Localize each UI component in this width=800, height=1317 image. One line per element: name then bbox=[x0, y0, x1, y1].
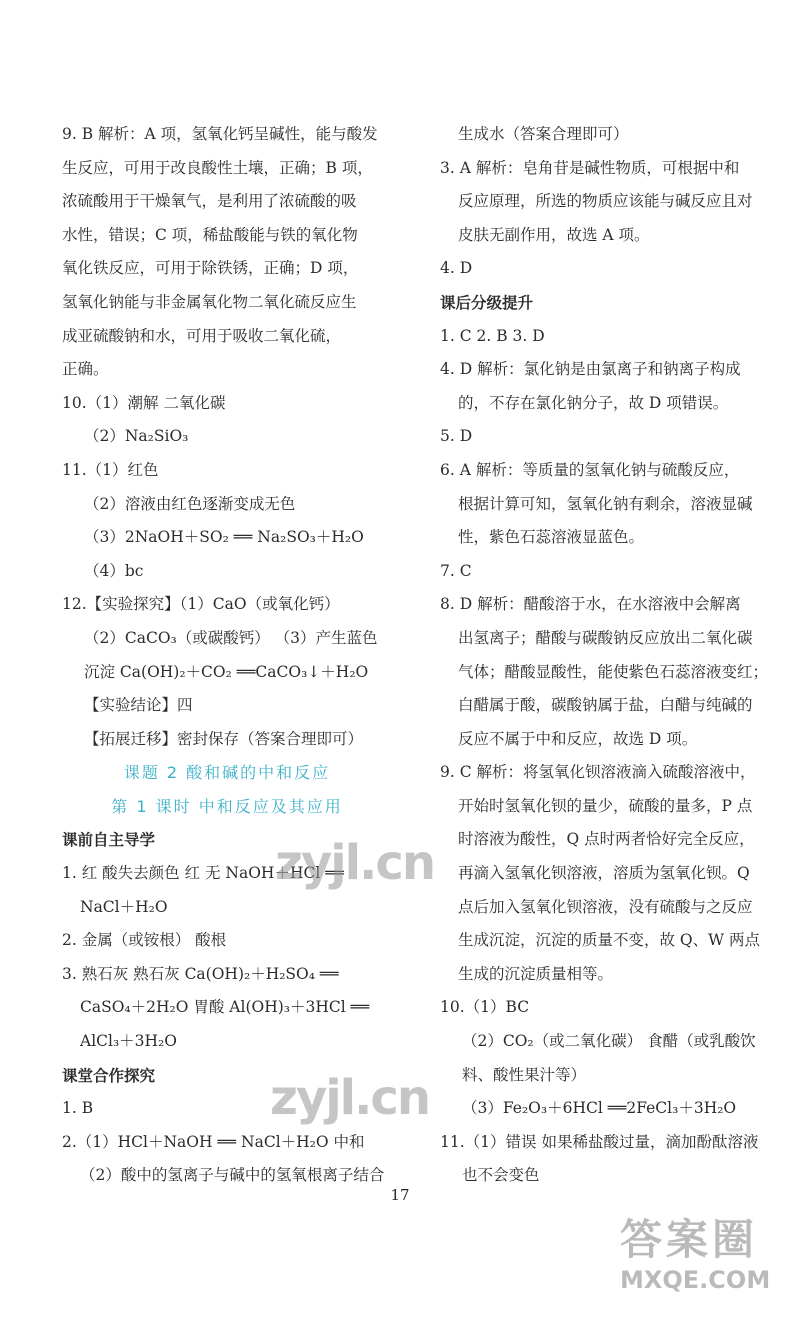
right-line: 性，紫色石蕊溶液显蓝色。 bbox=[458, 528, 645, 547]
left-line: 11.（1）红色 bbox=[62, 460, 159, 479]
right-line: 根据计算可知，氢氧化钠有剩余，溶液显碱 bbox=[458, 494, 753, 513]
right-line: 时溶液为酸性，Q 点时两者恰好完全反应， bbox=[458, 830, 755, 849]
right-line: 再滴入氢氧化钡溶液，溶质为氢氧化钡。Q bbox=[458, 864, 750, 883]
left-line: 课前自主导学 bbox=[62, 830, 156, 850]
right-line: 皮肤无副作用，故选 A 项。 bbox=[458, 225, 650, 244]
left-line: 2.（1）HCl＋NaOH ══ NaCl＋H₂O 中和 bbox=[62, 1132, 365, 1151]
right-line: 课后分级提升 bbox=[440, 292, 534, 312]
right-line: 5. D bbox=[440, 427, 473, 446]
corner-logo-en: MXQE.COM bbox=[620, 1266, 771, 1294]
left-line: 3. 熟石灰 熟石灰 Ca(OH)₂＋H₂SO₄ ══ bbox=[62, 964, 339, 983]
right-line: 8. D 解析：醋酸溶于水，在水溶液中会解离 bbox=[440, 595, 741, 614]
right-line: 气体；醋酸显酸性，能使紫色石蕊溶液变红； bbox=[458, 662, 769, 681]
left-line: （2）溶液由红色逐渐变成无色 bbox=[84, 494, 296, 513]
left-line: （2）Na₂SiO₃ bbox=[84, 427, 189, 446]
right-line: （3）Fe₂O₃＋6HCl ══2FeCl₃＋3H₂O bbox=[462, 1099, 737, 1118]
right-line: 的，不存在氯化钠分子，故 D 项错误。 bbox=[458, 393, 729, 412]
right-line: （2）CO₂（或二氧化碳） 食醋（或乳酸饮 bbox=[462, 1032, 756, 1051]
corner-logo-cn: 答案圈 bbox=[620, 1215, 759, 1264]
left-line: 正确。 bbox=[62, 360, 109, 379]
right-line: 白醋属于酸，碳酸钠属于盐，白醋与纯碱的 bbox=[458, 696, 753, 715]
left-line: 氢氧化钠能与非金属氧化物二氧化硫反应生 bbox=[62, 292, 357, 311]
right-line: 点后加入氢氧化钡溶液，没有硫酸与之反应 bbox=[458, 897, 753, 916]
right-line: 生成的沉淀质量相等。 bbox=[458, 964, 614, 983]
left-line: （2）酸中的氢离子与碱中的氢氧根离子结合 bbox=[80, 1166, 385, 1185]
right-line: 反应原理，所选的物质应该能与碱反应且对 bbox=[458, 192, 753, 211]
left-line: 课题 2 酸和碱的中和反应 bbox=[123, 763, 331, 783]
right-line: 4. D 解析：氯化钠是由氯离子和钠离子构成 bbox=[440, 360, 741, 379]
left-line: 氧化铁反应，可用于除铁锈，正确；D 项， bbox=[62, 259, 359, 278]
left-column bbox=[62, 118, 392, 1193]
left-line: 12.【实验探究】（1）CaO（或氧化钙） bbox=[62, 595, 340, 614]
left-line: 1. 红 酸失去颜色 红 无 NaOH＋HCl ══ bbox=[62, 864, 344, 883]
right-line: 3. A 解析：皂角苷是碱性物质，可根据中和 bbox=[440, 158, 740, 177]
left-line: 9. B 解析：A 项，氢氧化钙呈碱性，能与酸发 bbox=[62, 125, 378, 143]
page-number: 17 bbox=[390, 1186, 410, 1204]
left-line: 10.（1）潮解 二氧化碳 bbox=[62, 393, 226, 412]
right-line: 11.（1）错误 如果稀盐酸过量，滴加酚酞溶液 bbox=[440, 1132, 759, 1151]
left-line: 【实验结论】四 bbox=[84, 696, 193, 715]
right-line: 10.（1）BC bbox=[440, 998, 530, 1017]
right-line: 反应不属于中和反应，故选 D 项。 bbox=[458, 729, 698, 748]
right-column bbox=[440, 118, 770, 1193]
right-line: 生成沉淀，沉淀的质量不变，故 Q、W 两点 bbox=[458, 931, 760, 950]
right-line: 6. A 解析：等质量的氢氧化钠与硫酸反应， bbox=[440, 460, 740, 479]
left-line: （4）bc bbox=[84, 561, 144, 580]
left-line: 1. B bbox=[62, 1099, 94, 1118]
right-line: 4. D bbox=[440, 259, 473, 278]
left-line: 2. 金属（或铵根） 酸根 bbox=[62, 931, 227, 950]
right-line: 也不会变色 bbox=[462, 1166, 540, 1185]
watermark-text: zyjl.cn bbox=[270, 1070, 429, 1126]
watermark-text: zyjl.cn bbox=[275, 835, 434, 891]
left-line: 【拓展迁移】密封保存（答案合理即可） bbox=[84, 729, 364, 748]
left-line: （2）CaCO₃（或碳酸钙） （3）产生蓝色 bbox=[84, 628, 378, 647]
right-line: 出氢离子；醋酸与碳酸钠反应放出二氧化碳 bbox=[458, 628, 753, 647]
left-line: （3）2NaOH＋SO₂ ══ Na₂SO₃＋H₂O bbox=[84, 528, 364, 547]
right-line: 料、酸性果汁等） bbox=[462, 1065, 587, 1084]
right-line: 9. C 解析：将氢氧化钡溶液滴入硫酸溶液中， bbox=[440, 763, 756, 782]
left-line: AlCl₃＋3H₂O bbox=[80, 1032, 177, 1051]
corner-logo bbox=[620, 1215, 790, 1310]
left-line: 水性，错误；C 项，稀盐酸能与铁的氧化物 bbox=[62, 225, 358, 244]
right-line: 开始时氢氧化钡的量少，硫酸的量多，P 点 bbox=[458, 796, 753, 815]
left-line: CaSO₄＋2H₂O 胃酸 Al(OH)₃＋3HCl ══ bbox=[80, 998, 370, 1017]
right-line: 1. C 2. B 3. D bbox=[440, 326, 545, 345]
left-line: 浓硫酸用于干燥氧气，是利用了浓硫酸的吸 bbox=[62, 192, 357, 211]
right-line: 生成水（答案合理即可） bbox=[458, 125, 629, 143]
left-line: NaCl＋H₂O bbox=[80, 897, 168, 916]
left-line: 第 1 课时 中和反应及其应用 bbox=[111, 796, 343, 816]
left-line: 成亚硫酸钠和水，可用于吸收二氧化硫， bbox=[62, 326, 342, 345]
left-line: 生反应，可用于改良酸性土壤，正确；B 项， bbox=[62, 158, 373, 177]
left-line: 沉淀 Ca(OH)₂＋CO₂ ══CaCO₃↓＋H₂O bbox=[84, 662, 369, 681]
left-line: 课堂合作探究 bbox=[62, 1065, 156, 1085]
right-line: 7. C bbox=[440, 561, 472, 580]
